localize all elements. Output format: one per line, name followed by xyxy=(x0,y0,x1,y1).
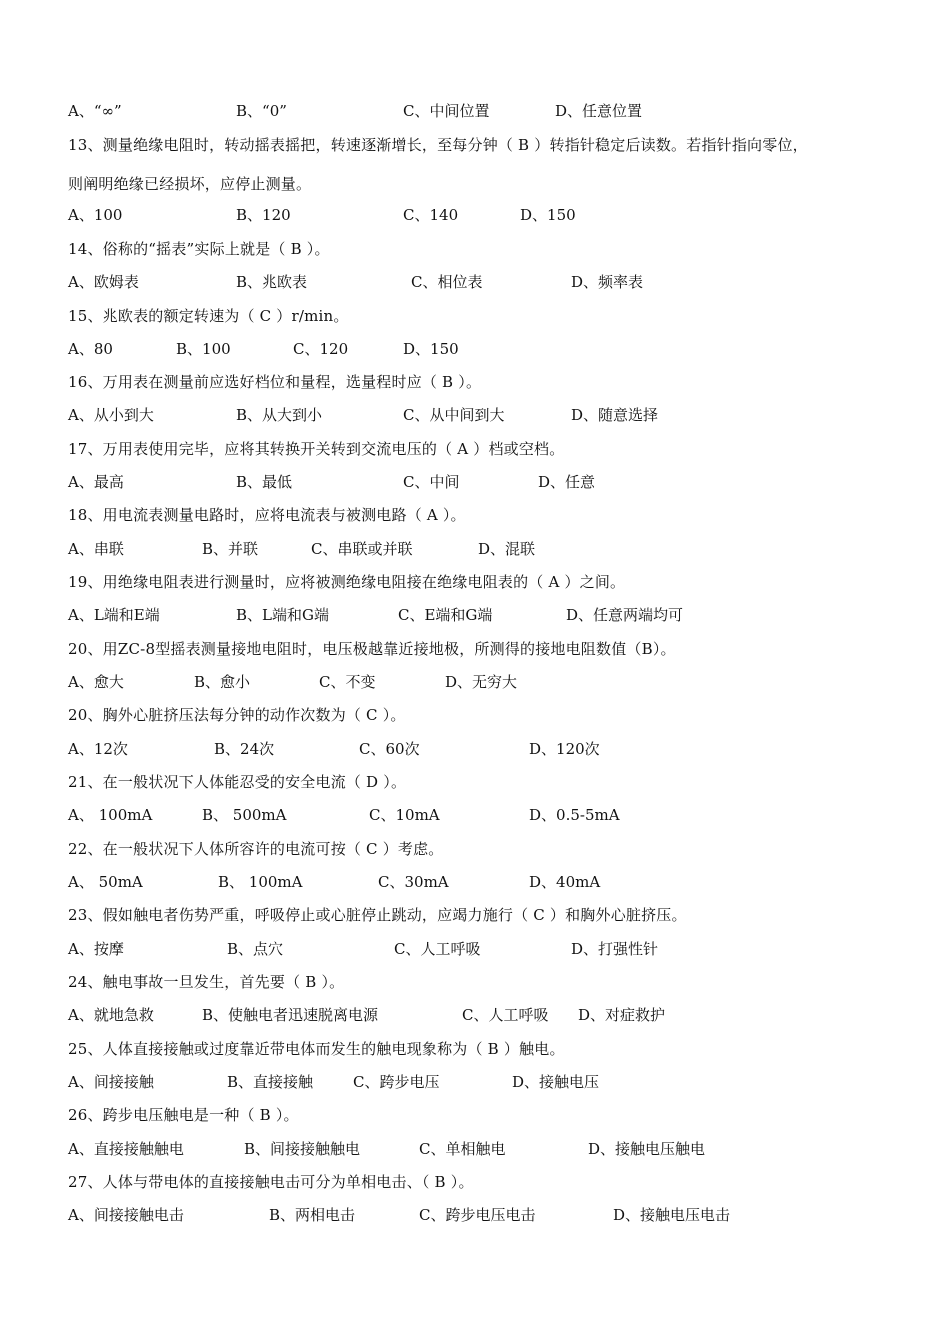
answer-option-b: B、愈小 xyxy=(194,673,251,691)
answer-option-d: D、频率表 xyxy=(571,273,644,291)
question-text: 14、俗称的“摇表”实际上就是（ B ）。 xyxy=(68,240,330,258)
answer-option-d: D、打强性针 xyxy=(571,940,659,958)
question-text: 16、万用表在测量前应选好档位和量程，选量程时应（ B ）。 xyxy=(68,373,482,391)
question-text: 15、兆欧表的额定转速为（ C ）r/min。 xyxy=(68,307,349,325)
answer-option-c: C、30mA xyxy=(378,873,449,891)
answer-option-b: B、从大到小 xyxy=(236,406,323,424)
answer-option-c: C、120 xyxy=(293,340,349,358)
answer-option-a: A、12次 xyxy=(68,740,128,758)
answer-option-b: B、点穴 xyxy=(227,940,284,958)
answer-option-c: C、相位表 xyxy=(411,273,483,291)
answer-option-a: A、按摩 xyxy=(68,940,124,958)
question-text: 27、人体与带电体的直接接触电击可分为单相电击、（ B ）。 xyxy=(68,1173,474,1191)
question-text: 20、胸外心脏挤压法每分钟的动作次数为（ C ）。 xyxy=(68,706,406,724)
answer-option-c: C、中间 xyxy=(403,473,460,491)
answer-option-d: D、任意位置 xyxy=(555,102,643,120)
answer-option-b: B、直接接触 xyxy=(227,1073,314,1091)
answer-option-b: B、100 xyxy=(176,340,231,358)
question-text: 22、在一般状况下人体所容许的电流可按（ C ）考虑。 xyxy=(68,840,444,858)
answer-option-c: C、60次 xyxy=(359,740,420,758)
answer-option-a: A、欧姆表 xyxy=(68,273,139,291)
answer-option-a: A、L端和E端 xyxy=(68,606,160,624)
answer-option-d: D、混联 xyxy=(478,540,536,558)
answer-option-a: A、间接接触电击 xyxy=(68,1206,184,1224)
answer-option-d: D、150 xyxy=(403,340,459,358)
answer-option-b: B、24次 xyxy=(214,740,275,758)
answer-option-d: D、任意两端均可 xyxy=(566,606,684,624)
answer-option-a: A、从小到大 xyxy=(68,406,154,424)
question-text: 21、在一般状况下人体能忍受的安全电流（ D ）。 xyxy=(68,773,407,791)
question-text: 13、测量绝缘电阻时，转动摇表摇把，转速逐渐增长，至每分钟（ B ）转指针稳定后读数。若指针指向零位， xyxy=(68,136,808,154)
answer-option-a: A、间接接触 xyxy=(68,1073,154,1091)
answer-option-a: A、80 xyxy=(68,340,113,358)
answer-option-c: C、不变 xyxy=(319,673,376,691)
answer-option-d: D、接触电压触电 xyxy=(588,1140,706,1158)
answer-option-d: D、40mA xyxy=(529,873,601,891)
answer-option-c: C、10mA xyxy=(369,806,440,824)
question-text: 19、用绝缘电阻表进行测量时，应将被测绝缘电阻接在绝缘电阻表的（ A ）之间。 xyxy=(68,573,626,591)
answer-option-a: A、直接接触触电 xyxy=(68,1140,184,1158)
answer-option-c: C、串联或并联 xyxy=(311,540,413,558)
answer-option-d: D、任意 xyxy=(538,473,596,491)
question-text: 24、触电事故一旦发生，首先要（ B ）。 xyxy=(68,973,345,991)
answer-option-c: C、E端和G端 xyxy=(398,606,493,624)
answer-option-c: C、人工呼吸 xyxy=(462,1006,549,1024)
answer-option-a: A、愈大 xyxy=(68,673,124,691)
answer-option-b: B、兆欧表 xyxy=(236,273,308,291)
answer-option-d: D、0.5-5mA xyxy=(529,806,620,824)
answer-option-c: C、单相触电 xyxy=(419,1140,506,1158)
answer-option-d: D、接触电压电击 xyxy=(613,1206,731,1224)
answer-option-a: A、 50mA xyxy=(68,873,143,891)
question-text: 23、假如触电者伤势严重，呼吸停止或心脏停止跳动，应竭力施行（ C ）和胸外心脏挤压。 xyxy=(68,906,687,924)
question-text: 18、用电流表测量电路时，应将电流表与被测电路（ A ）。 xyxy=(68,506,466,524)
answer-option-d: D、随意选择 xyxy=(571,406,659,424)
answer-option-b: B、最低 xyxy=(236,473,293,491)
answer-option-c: C、140 xyxy=(403,206,459,224)
answer-option-d: D、无穷大 xyxy=(445,673,518,691)
answer-option-a: A、100 xyxy=(68,206,123,224)
answer-option-b: B、 500mA xyxy=(202,806,287,824)
answer-option-a: A、串联 xyxy=(68,540,124,558)
answer-option-c: C、人工呼吸 xyxy=(394,940,481,958)
answer-option-b: B、使触电者迅速脱离电源 xyxy=(202,1006,379,1024)
answer-option-d: D、150 xyxy=(520,206,576,224)
answer-option-b: B、两相电击 xyxy=(269,1206,356,1224)
answer-option-c: C、跨步电压 xyxy=(353,1073,440,1091)
answer-option-b: B、间接接触触电 xyxy=(244,1140,361,1158)
answer-option-b: B、 100mA xyxy=(218,873,303,891)
answer-option-b: B、并联 xyxy=(202,540,259,558)
answer-option-b: B、120 xyxy=(236,206,291,224)
answer-option-c: C、从中间到大 xyxy=(403,406,505,424)
answer-option-b: B、L端和G端 xyxy=(236,606,329,624)
answer-option-d: D、对症救护 xyxy=(578,1006,666,1024)
question-text: 25、人体直接接触或过度靠近带电体而发生的触电现象称为（ B ）触电。 xyxy=(68,1040,565,1058)
answer-option-b: B、“0” xyxy=(236,102,287,120)
answer-option-c: C、跨步电压电击 xyxy=(419,1206,536,1224)
question-text: 17、万用表使用完毕，应将其转换开关转到交流电压的（ A ）档或空档。 xyxy=(68,440,565,458)
question-text: 26、跨步电压触电是一种（ B ）。 xyxy=(68,1106,299,1124)
answer-option-c: C、中间位置 xyxy=(403,102,490,120)
question-text: 则阐明绝缘已经损坏，应停止测量。 xyxy=(68,175,312,193)
answer-option-d: D、接触电压 xyxy=(512,1073,600,1091)
answer-option-a: A、就地急救 xyxy=(68,1006,154,1024)
answer-option-a: A、“∞” xyxy=(68,102,122,120)
answer-option-d: D、120次 xyxy=(529,740,600,758)
question-text: 20、用ZC-8型摇表测量接地电阻时，电压极越靠近接地极，所测得的接地电阻数值（B）。 xyxy=(68,640,676,658)
answer-option-a: A、最高 xyxy=(68,473,124,491)
answer-option-a: A、 100mA xyxy=(68,806,153,824)
